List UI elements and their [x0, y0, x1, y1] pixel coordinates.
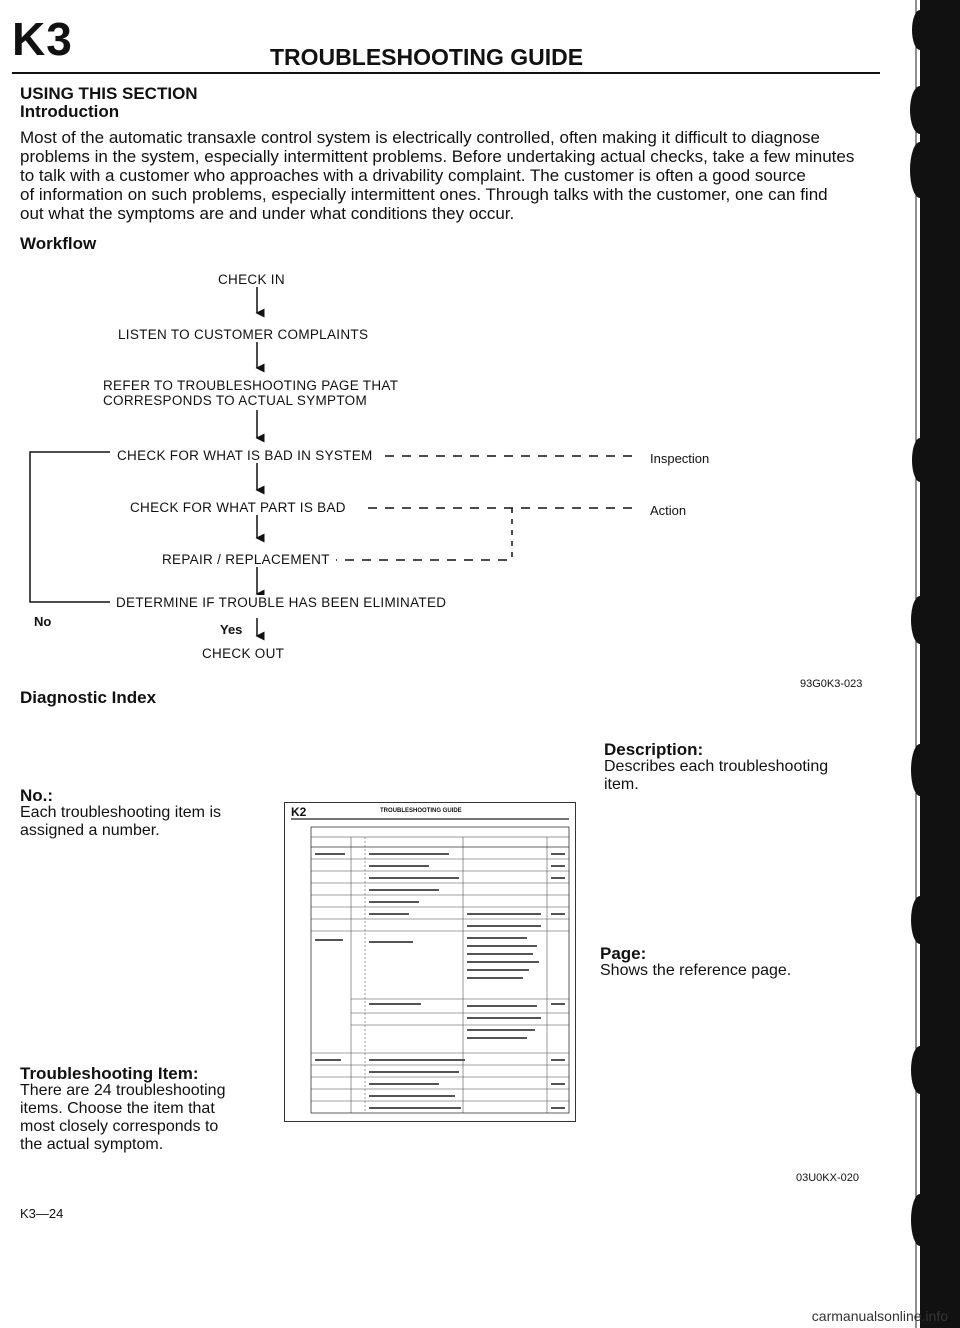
desc-line: item. [604, 776, 639, 793]
intro-line: Most of the automatic transaxle control system is electrically controlled, often making it difficult to diagnose [20, 128, 821, 147]
item-description [20, 1082, 270, 1154]
step-check-system: CHECK FOR WHAT IS BAD IN SYSTEM [117, 448, 379, 463]
label-inspection: Inspection [650, 451, 710, 466]
thumb-title: TROUBLESHOOTING GUIDE [380, 808, 462, 814]
description-heading: Description: [604, 740, 704, 759]
binding-edge [910, 0, 960, 1328]
no-loop-line [30, 452, 110, 602]
label-action: Action [650, 503, 687, 518]
page-number: K3—24 [20, 1206, 64, 1221]
step-refer-1: REFER TO TROUBLESHOOTING PAGE THAT [103, 378, 399, 393]
page-title: TROUBLESHOOTING GUIDE [270, 44, 584, 70]
item-line: items. Choose the item that [20, 1100, 215, 1117]
thumb-table-sketch [285, 803, 575, 1121]
label-no: No [34, 614, 52, 629]
workflow-heading: Workflow [20, 234, 97, 253]
step-listen: LISTEN TO CUSTOMER COMPLAINTS [118, 327, 369, 342]
step-determine: DETERMINE IF TROUBLE HAS BEEN ELIMINATED [116, 595, 452, 610]
item-line: most closely corresponds to [20, 1118, 219, 1135]
section-heading: USING THIS SECTION [20, 84, 198, 103]
item-line: There are 24 troubleshooting [20, 1082, 226, 1099]
no-line: assigned a number. [20, 822, 160, 839]
page-line: Shows the reference page. [600, 962, 792, 979]
intro-heading: Introduction [20, 102, 120, 121]
diagnostic-index-thumbnail [284, 802, 576, 1122]
item-line: the actual symptom. [20, 1136, 164, 1153]
step-refer-2: CORRESPONDS TO ACTUAL SYMPTOM [103, 393, 367, 408]
intro-line: problems in the system, especially intermittent problems. Before undertaking actual checks, take a few minutes [20, 147, 855, 166]
step-check-part: CHECK FOR WHAT PART IS BAD [130, 500, 352, 515]
index-figure-code: 03U0KX-020 [796, 1172, 859, 1184]
watermark: carmanualsonline.info [811, 1308, 948, 1324]
step-check-out: CHECK OUT [202, 646, 285, 661]
label-yes: Yes [220, 622, 243, 637]
item-heading: Troubleshooting Item: [20, 1064, 199, 1083]
section-code: K3 [12, 13, 73, 65]
no-description [20, 804, 270, 840]
workflow-figure-code: 93G0K3-023 [800, 678, 863, 690]
page-heading: Page: [600, 944, 647, 963]
desc-line: Describes each troubleshooting [604, 758, 829, 775]
page-text [600, 962, 870, 980]
step-check-in: CHECK IN [218, 272, 285, 287]
intro-line: out what the symptoms are and under what conditions they occur. [20, 204, 515, 223]
diagnostic-index-heading: Diagnostic Index [20, 688, 157, 707]
no-heading: No.: [20, 786, 54, 805]
description-text [604, 758, 874, 794]
intro-line: of information on such problems, especially intermittent ones. Through talks with the customer, one can find [20, 185, 828, 204]
thumb-section-code: K2 [291, 805, 307, 819]
intro-line: to talk with a customer who approaches with a drivability complaint. The customer is often a good source [20, 166, 806, 185]
step-repair: REPAIR / REPLACEMENT [162, 552, 336, 567]
no-line: Each troubleshooting item is [20, 804, 221, 821]
